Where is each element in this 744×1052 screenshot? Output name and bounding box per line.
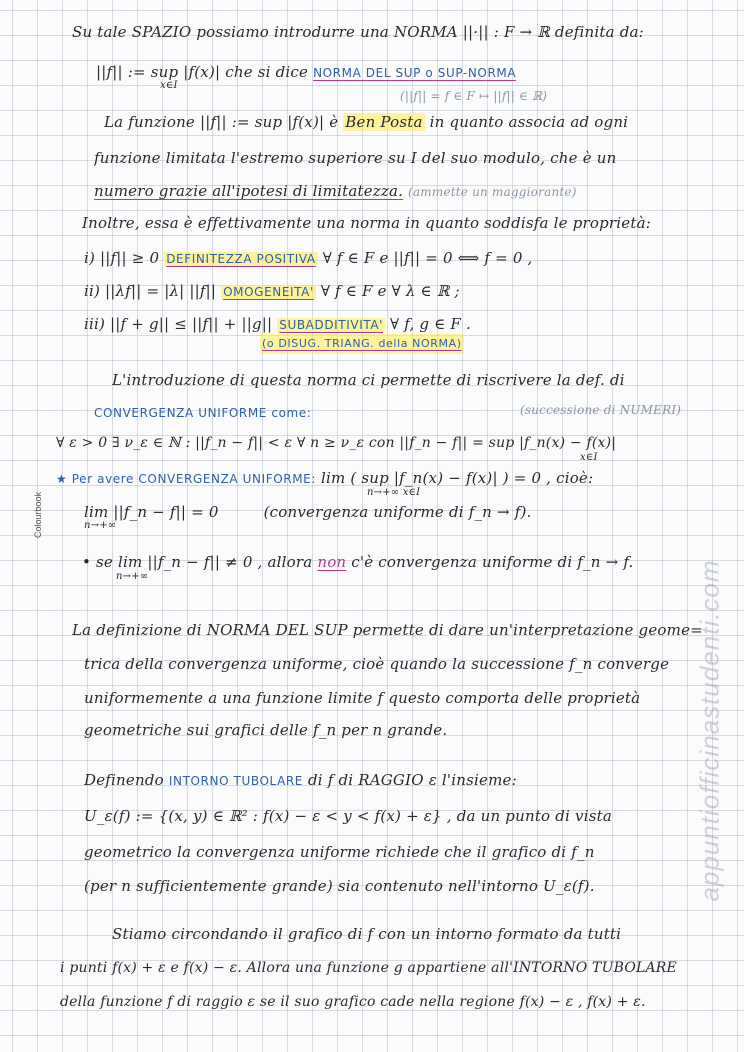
subscript: x∈I bbox=[160, 80, 178, 91]
highlight-term: Ben Posta bbox=[345, 113, 423, 131]
text-span: Definendo bbox=[84, 771, 164, 789]
text-line: Su tale SPAZIO possiamo introdurre una NORMA ||·|| : F → ℝ definita da: bbox=[72, 23, 644, 41]
text-span: c'è convergenza uniforme di f_n → f. bbox=[351, 553, 634, 571]
side-note: (||f|| = f ∈ F ↦ ||f|| ∈ ℝ) bbox=[400, 89, 548, 103]
text-line: geometrico la convergenza uniforme richiede che il grafico di f_n bbox=[84, 843, 595, 861]
text-line bbox=[82, 552, 634, 572]
text-span: numero grazie all'ipotesi di limitatezza. bbox=[94, 182, 404, 200]
text-span: in quanto associa ad ogni bbox=[429, 113, 629, 131]
text-span: di f di RAGGIO ε l'insieme: bbox=[307, 771, 517, 789]
highlight-term: OMOGENEITA' bbox=[223, 285, 314, 299]
subscript: n→+∞ bbox=[116, 571, 149, 582]
formula-line: U_ε(f) := {(x, y) ∈ ℝ² : f(x) − ε < y < f(x) + ε} , da un punto di vista bbox=[84, 807, 612, 825]
text-line bbox=[84, 502, 532, 522]
text-line bbox=[94, 181, 577, 202]
subscript: n→+∞ x∈I bbox=[367, 487, 421, 498]
formula: ||f|| := sup |f(x)| che si dice bbox=[96, 63, 309, 81]
highlight-term: NORMA DEL SUP o SUP-NORMA bbox=[313, 66, 517, 80]
text-line: funzione limitata l'estremo superiore su I del suo modulo, che è un bbox=[94, 149, 617, 167]
property-line bbox=[84, 314, 471, 335]
text-line: uniformemente a una funzione limite f questo comporta delle proprietà bbox=[84, 689, 641, 707]
notebook-brand bbox=[28, 480, 48, 550]
property-line bbox=[84, 281, 460, 302]
highlight-term: INTORNO TUBOLARE bbox=[168, 774, 303, 788]
formula: • se lim ||f_n − f|| ≠ 0 , allora bbox=[82, 553, 313, 571]
text-line: Inoltre, essa è effettivamente una norma in quanto soddisfa le proprietà: bbox=[82, 214, 651, 232]
side-note: (successione di NUMERI) bbox=[520, 403, 682, 417]
watermark bbox=[690, 520, 730, 940]
text-line: i punti f(x) + ε e f(x) − ε. Allora una funzione g appartiene all'INTORNO TUBOLARE bbox=[60, 960, 677, 976]
text-line: trica della convergenza uniforme, cioè quando la successione f_n converge bbox=[84, 655, 670, 673]
watermark-text: appuntiofficinastudenti.com bbox=[694, 558, 725, 902]
text-span: CONVERGENZA UNIFORME come: bbox=[94, 406, 312, 420]
text-line: L'introduzione di questa norma ci permette di riscrivere la def. di bbox=[112, 371, 625, 389]
text-line: della funzione f di raggio ε se il suo grafico cade nella regione f(x) − ε , f(x) + ε. bbox=[60, 994, 646, 1010]
text-span: ∀ f ∈ F e ∀ λ ∈ ℝ ; bbox=[320, 282, 460, 300]
formula: lim ||f_n − f|| = 0 bbox=[84, 503, 219, 521]
text-span: La funzione ||f|| := sup |f(x)| è bbox=[104, 113, 339, 131]
text-span: ∀ f ∈ F e ||f|| = 0 ⟺ f = 0 , bbox=[322, 249, 533, 267]
highlight-term: SUBADDITIVITA' bbox=[279, 318, 384, 332]
text-span: ★ Per avere CONVERGENZA UNIFORME: bbox=[56, 472, 317, 486]
property-line bbox=[84, 248, 533, 269]
highlight-term: DEFINITEZZA POSITIVA bbox=[166, 252, 316, 266]
text-line bbox=[104, 112, 628, 132]
brand-text: Colourbook bbox=[33, 491, 43, 539]
text-line bbox=[84, 770, 517, 791]
formula-line: ∀ ε > 0 ∃ ν_ε ∈ ℕ : ||f_n − f|| < ε ∀ n ≥ ν_ε con ||f_n − f|| = sup |f_n(x) − f(x)| bbox=[56, 435, 617, 451]
text-line: (per n sufficientemente grande) sia contenuto nell'intorno U_ε(f). bbox=[84, 877, 595, 895]
subscript: x∈I bbox=[580, 452, 598, 463]
text-span: ∀ f, g ∈ F . bbox=[390, 315, 471, 333]
text-span: iii) ||f + g|| ≤ ||f|| + ||g|| bbox=[84, 315, 273, 333]
side-note: (ammette un maggiorante) bbox=[408, 185, 577, 199]
formula: lim ( sup |f_n(x) − f(x)| ) = 0 , cioè: bbox=[320, 469, 594, 487]
text-line: geometriche sui grafici delle f_n per n grande. bbox=[84, 721, 448, 739]
text-span: (convergenza uniforme di f_n → f). bbox=[263, 503, 532, 521]
text-span: ii) ||λf|| = |λ| ||f|| bbox=[84, 282, 217, 300]
text-span: i) ||f|| ≥ 0 bbox=[84, 249, 160, 267]
text-line: La definizione di NORMA DEL SUP permette di dare un'interpretazione geome= bbox=[72, 621, 703, 639]
text-line: Stiamo circondando il grafico di f con un intorno formato da tutti bbox=[112, 925, 622, 943]
property-note: (o DISUG. TRIANG. della NORMA) bbox=[260, 334, 464, 354]
subscript: n→+∞ bbox=[84, 520, 117, 531]
text-line bbox=[56, 468, 593, 489]
text-line bbox=[94, 402, 311, 423]
text-span: non bbox=[317, 553, 347, 571]
